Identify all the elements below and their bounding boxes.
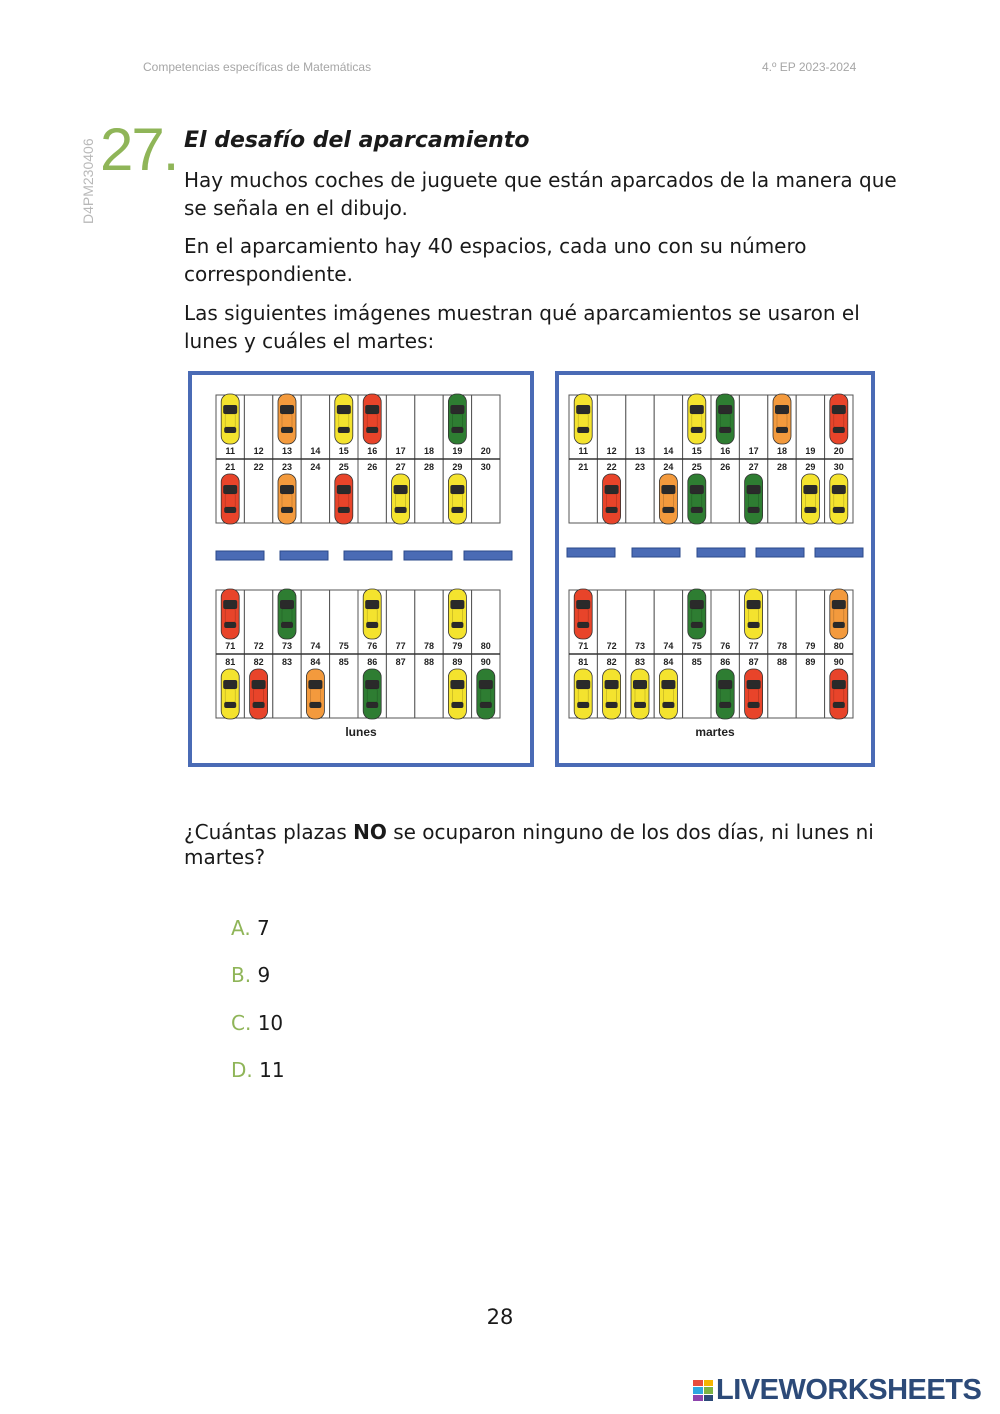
parking-lot-lunes	[188, 371, 534, 767]
space-number-19: 19	[452, 446, 463, 456]
car-windshield	[252, 680, 266, 689]
car-22-red	[603, 474, 621, 524]
car-roof	[225, 689, 235, 702]
car-windshield	[576, 680, 590, 689]
car-windshield	[365, 405, 379, 414]
car-90-green	[477, 669, 495, 719]
car-roof	[749, 689, 759, 702]
car-windshield	[450, 680, 464, 689]
car-roof	[481, 689, 491, 702]
space-number-14: 14	[310, 446, 321, 456]
car-windshield	[223, 405, 237, 414]
car-19-green	[448, 394, 466, 444]
car-rear-window	[338, 507, 350, 513]
barrier-2	[280, 551, 328, 560]
car-windshield	[280, 485, 294, 494]
space-number-21: 21	[578, 462, 589, 472]
car-rear-window	[224, 622, 236, 628]
car-roof	[578, 609, 588, 622]
car-rear-window	[748, 622, 760, 628]
option-b-value: 9	[257, 963, 271, 987]
car-rear-window	[691, 622, 703, 628]
space-number-23: 23	[281, 462, 293, 472]
space-number-27: 27	[748, 462, 759, 472]
car-rear-window	[253, 702, 265, 708]
car-76-yellow	[363, 589, 381, 639]
space-number-27: 27	[395, 462, 406, 472]
car-roof	[367, 414, 377, 427]
car-roof	[282, 609, 292, 622]
car-windshield	[280, 600, 294, 609]
prompt-end: se ocuparon ninguno de los dos días, ni lunes ni martes?	[184, 820, 874, 869]
option-c[interactable]	[231, 1011, 283, 1035]
car-roof	[834, 689, 844, 702]
car-rear-window	[281, 507, 293, 513]
space-number-84: 84	[663, 657, 674, 667]
car-windshield	[661, 485, 675, 494]
car-81-yellow	[574, 669, 592, 719]
car-roof	[635, 689, 645, 702]
question-prompt	[184, 820, 904, 870]
space-number-78: 78	[776, 641, 788, 651]
car-11-yellow	[574, 394, 592, 444]
car-rear-window	[309, 702, 321, 708]
car-rear-window	[748, 702, 760, 708]
car-rear-window	[776, 427, 788, 433]
car-29-yellow	[801, 474, 819, 524]
car-81-yellow	[221, 669, 239, 719]
car-15-yellow	[688, 394, 706, 444]
space-number-29: 29	[805, 462, 816, 472]
car-roof	[452, 689, 462, 702]
space-number-71: 71	[578, 641, 589, 651]
car-windshield	[308, 680, 322, 689]
car-84-orange	[306, 669, 324, 719]
space-number-83: 83	[281, 657, 293, 667]
car-windshield	[690, 405, 704, 414]
space-number-11: 11	[578, 446, 588, 456]
car-roof	[339, 414, 349, 427]
car-windshield	[576, 405, 590, 414]
space-number-85: 85	[691, 657, 702, 667]
car-71-red	[574, 589, 592, 639]
option-d-value: 11	[259, 1058, 285, 1082]
space-number-11: 11	[225, 446, 235, 456]
barrier-5	[464, 551, 512, 560]
space-number-88: 88	[776, 657, 788, 667]
car-roof	[452, 494, 462, 507]
car-rear-window	[833, 702, 845, 708]
barrier-3	[344, 551, 392, 560]
car-windshield	[605, 485, 619, 494]
car-82-red	[250, 669, 268, 719]
car-rear-window	[719, 702, 731, 708]
car-89-yellow	[448, 669, 466, 719]
car-windshield	[832, 405, 846, 414]
prompt-emphasis: NO	[353, 820, 387, 844]
car-roof	[578, 414, 588, 427]
space-number-26: 26	[720, 462, 731, 472]
space-number-88: 88	[423, 657, 435, 667]
car-roof	[834, 414, 844, 427]
option-a[interactable]	[231, 916, 270, 940]
car-roof	[367, 609, 377, 622]
question-number: 27.	[100, 116, 178, 183]
option-d[interactable]	[231, 1058, 285, 1082]
space-number-86: 86	[720, 657, 731, 667]
car-roof	[720, 689, 730, 702]
header-course: 4.º EP 2023-2024	[762, 60, 857, 74]
space-number-75: 75	[691, 641, 702, 651]
car-windshield	[605, 680, 619, 689]
space-number-84: 84	[310, 657, 321, 667]
space-number-15: 15	[338, 446, 349, 456]
car-roof	[720, 414, 730, 427]
car-windshield	[365, 680, 379, 689]
car-windshield	[747, 680, 761, 689]
car-rear-window	[451, 702, 463, 708]
car-16-green	[716, 394, 734, 444]
barrier-1	[567, 548, 615, 557]
car-rear-window	[451, 427, 463, 433]
car-rear-window	[691, 427, 703, 433]
car-rear-window	[833, 622, 845, 628]
car-rear-window	[662, 507, 674, 513]
barrier-4	[404, 551, 452, 560]
car-83-yellow	[631, 669, 649, 719]
space-number-79: 79	[452, 641, 463, 651]
brand-logo	[693, 1374, 981, 1407]
car-86-green	[716, 669, 734, 719]
space-number-20: 20	[480, 446, 491, 456]
car-windshield	[832, 485, 846, 494]
space-number-18: 18	[776, 446, 788, 456]
barrier-5	[815, 548, 863, 557]
car-rear-window	[577, 622, 589, 628]
option-d-letter: D.	[231, 1058, 253, 1082]
car-roof	[282, 494, 292, 507]
space-number-24: 24	[663, 462, 674, 472]
caption-lunes: lunes	[345, 725, 377, 739]
car-rear-window	[224, 507, 236, 513]
barrier-1	[216, 551, 264, 560]
car-rear-window	[662, 702, 674, 708]
car-15-yellow	[335, 394, 353, 444]
car-windshield	[747, 600, 761, 609]
car-windshield	[394, 485, 408, 494]
car-roof	[692, 414, 702, 427]
car-windshield	[747, 485, 761, 494]
parking-diagram-martes	[559, 375, 871, 763]
car-roof	[578, 689, 588, 702]
space-number-74: 74	[663, 641, 674, 651]
car-windshield	[718, 680, 732, 689]
intro-paragraph-3: Las siguientes imágenes muestran qué aparcamientos se usaron el lunes y cuáles el martes:	[184, 301, 860, 353]
car-21-red	[221, 474, 239, 524]
car-rear-window	[606, 507, 618, 513]
car-75-green	[688, 589, 706, 639]
space-number-22: 22	[606, 462, 617, 472]
car-20-red	[830, 394, 848, 444]
space-number-87: 87	[748, 657, 759, 667]
question-code: D4PM230406	[80, 138, 96, 224]
space-number-81: 81	[578, 657, 589, 667]
car-25-green	[688, 474, 706, 524]
brand-grid-icon	[693, 1380, 713, 1402]
car-roof	[692, 609, 702, 622]
car-windshield	[450, 485, 464, 494]
car-rear-window	[281, 622, 293, 628]
space-number-86: 86	[367, 657, 378, 667]
space-number-25: 25	[338, 462, 349, 472]
caption-martes: martes	[695, 725, 735, 739]
car-73-green	[278, 589, 296, 639]
car-windshield	[223, 485, 237, 494]
car-windshield	[832, 680, 846, 689]
car-rear-window	[577, 427, 589, 433]
car-windshield	[365, 600, 379, 609]
space-number-25: 25	[691, 462, 702, 472]
space-number-82: 82	[606, 657, 617, 667]
space-number-77: 77	[748, 641, 759, 651]
space-number-82: 82	[253, 657, 264, 667]
space-number-30: 30	[480, 462, 491, 472]
space-number-24: 24	[310, 462, 321, 472]
space-number-74: 74	[310, 641, 321, 651]
car-roof	[663, 689, 673, 702]
space-number-83: 83	[634, 657, 646, 667]
car-77-yellow	[745, 589, 763, 639]
barrier-2	[632, 548, 680, 557]
car-80-orange	[830, 589, 848, 639]
space-number-76: 76	[720, 641, 731, 651]
space-number-22: 22	[253, 462, 264, 472]
space-number-21: 21	[225, 462, 236, 472]
car-71-red	[221, 589, 239, 639]
space-number-15: 15	[691, 446, 702, 456]
space-number-75: 75	[338, 641, 349, 651]
space-number-89: 89	[805, 657, 816, 667]
space-number-77: 77	[395, 641, 406, 651]
car-roof	[282, 414, 292, 427]
space-number-20: 20	[833, 446, 844, 456]
car-rear-window	[224, 702, 236, 708]
space-number-72: 72	[253, 641, 264, 651]
space-number-78: 78	[423, 641, 435, 651]
car-rear-window	[451, 507, 463, 513]
car-windshield	[223, 680, 237, 689]
car-roof	[254, 689, 264, 702]
car-rear-window	[833, 427, 845, 433]
space-number-30: 30	[833, 462, 844, 472]
car-rear-window	[634, 702, 646, 708]
car-windshield	[803, 485, 817, 494]
option-b-letter: B.	[231, 963, 252, 987]
space-number-29: 29	[452, 462, 463, 472]
space-number-89: 89	[452, 657, 463, 667]
car-windshield	[450, 600, 464, 609]
space-number-80: 80	[480, 641, 491, 651]
car-windshield	[661, 680, 675, 689]
car-13-orange	[278, 394, 296, 444]
car-roof	[396, 494, 406, 507]
space-number-16: 16	[367, 446, 378, 456]
space-number-81: 81	[225, 657, 236, 667]
car-rear-window	[281, 427, 293, 433]
car-rear-window	[748, 507, 760, 513]
car-roof	[607, 494, 617, 507]
parking-lot-martes	[555, 371, 875, 767]
car-rear-window	[395, 507, 407, 513]
car-windshield	[576, 600, 590, 609]
car-24-orange	[659, 474, 677, 524]
car-25-red	[335, 474, 353, 524]
barrier-3	[697, 548, 745, 557]
space-number-90: 90	[833, 657, 844, 667]
car-29-yellow	[448, 474, 466, 524]
space-number-79: 79	[805, 641, 816, 651]
car-windshield	[223, 600, 237, 609]
car-windshield	[775, 405, 789, 414]
space-number-85: 85	[338, 657, 349, 667]
car-roof	[692, 494, 702, 507]
car-84-yellow	[659, 669, 677, 719]
intro-paragraph-2: En el aparcamiento hay 40 espacios, cada uno con su número correspondiente.	[184, 234, 807, 286]
space-number-80: 80	[833, 641, 844, 651]
car-90-red	[830, 669, 848, 719]
car-roof	[749, 494, 759, 507]
car-roof	[749, 609, 759, 622]
car-rear-window	[804, 507, 816, 513]
car-18-orange	[773, 394, 791, 444]
space-number-28: 28	[776, 462, 788, 472]
car-windshield	[690, 600, 704, 609]
car-roof	[452, 414, 462, 427]
car-rear-window	[833, 507, 845, 513]
car-23-orange	[278, 474, 296, 524]
car-rear-window	[691, 507, 703, 513]
space-number-72: 72	[606, 641, 617, 651]
car-86-green	[363, 669, 381, 719]
space-number-26: 26	[367, 462, 378, 472]
question-title: El desafío del aparcamiento	[184, 128, 530, 153]
car-windshield	[718, 405, 732, 414]
intro-paragraph-1: Hay muchos coches de juguete que están aparcados de la manera que se señala en el dibujo.	[184, 168, 897, 220]
option-a-letter: A.	[231, 916, 251, 940]
parking-diagram-lunes	[192, 375, 530, 763]
car-27-yellow	[392, 474, 410, 524]
brand-name: LIVEWORKSHEETS	[716, 1374, 982, 1406]
prompt-start: ¿Cuántas plazas	[184, 820, 354, 844]
space-number-76: 76	[367, 641, 378, 651]
car-roof	[310, 689, 320, 702]
car-roof	[339, 494, 349, 507]
barrier-4	[756, 548, 804, 557]
car-roof	[452, 609, 462, 622]
car-30-yellow	[830, 474, 848, 524]
car-windshield	[337, 485, 351, 494]
car-rear-window	[366, 427, 378, 433]
car-82-yellow	[603, 669, 621, 719]
space-number-90: 90	[480, 657, 491, 667]
car-roof	[834, 609, 844, 622]
car-roof	[834, 494, 844, 507]
car-16-red	[363, 394, 381, 444]
car-roof	[225, 609, 235, 622]
car-rear-window	[224, 427, 236, 433]
space-number-13: 13	[634, 446, 646, 456]
car-windshield	[832, 600, 846, 609]
space-number-17: 17	[395, 446, 406, 456]
car-rear-window	[719, 427, 731, 433]
car-windshield	[479, 680, 493, 689]
car-rear-window	[451, 622, 463, 628]
car-roof	[607, 689, 617, 702]
car-windshield	[337, 405, 351, 414]
car-rear-window	[366, 702, 378, 708]
car-11-yellow	[221, 394, 239, 444]
car-windshield	[280, 405, 294, 414]
car-rear-window	[338, 427, 350, 433]
car-windshield	[450, 405, 464, 414]
car-roof	[663, 494, 673, 507]
space-number-17: 17	[748, 446, 759, 456]
space-number-12: 12	[253, 446, 264, 456]
car-roof	[367, 689, 377, 702]
header-subject: Competencias específicas de Matemáticas	[143, 60, 372, 74]
car-79-yellow	[448, 589, 466, 639]
space-number-19: 19	[805, 446, 816, 456]
car-roof	[805, 494, 815, 507]
space-number-71: 71	[225, 641, 236, 651]
car-rear-window	[606, 702, 618, 708]
space-number-87: 87	[395, 657, 406, 667]
car-roof	[225, 494, 235, 507]
page-number: 28	[486, 1305, 514, 1329]
space-number-23: 23	[634, 462, 646, 472]
space-number-73: 73	[281, 641, 293, 651]
car-roof	[777, 414, 787, 427]
space-number-12: 12	[606, 446, 617, 456]
car-rear-window	[577, 702, 589, 708]
space-number-14: 14	[663, 446, 674, 456]
car-roof	[225, 414, 235, 427]
option-b[interactable]	[231, 963, 270, 987]
car-rear-window	[366, 622, 378, 628]
space-number-28: 28	[423, 462, 435, 472]
car-27-green	[745, 474, 763, 524]
space-number-18: 18	[423, 446, 435, 456]
option-c-value: 10	[257, 1011, 284, 1035]
option-c-letter: C.	[231, 1011, 252, 1035]
option-a-value: 7	[257, 916, 270, 940]
car-rear-window	[480, 702, 492, 708]
car-87-red	[745, 669, 763, 719]
space-number-73: 73	[634, 641, 646, 651]
car-windshield	[690, 485, 704, 494]
space-number-16: 16	[720, 446, 731, 456]
space-number-13: 13	[281, 446, 293, 456]
car-windshield	[633, 680, 647, 689]
